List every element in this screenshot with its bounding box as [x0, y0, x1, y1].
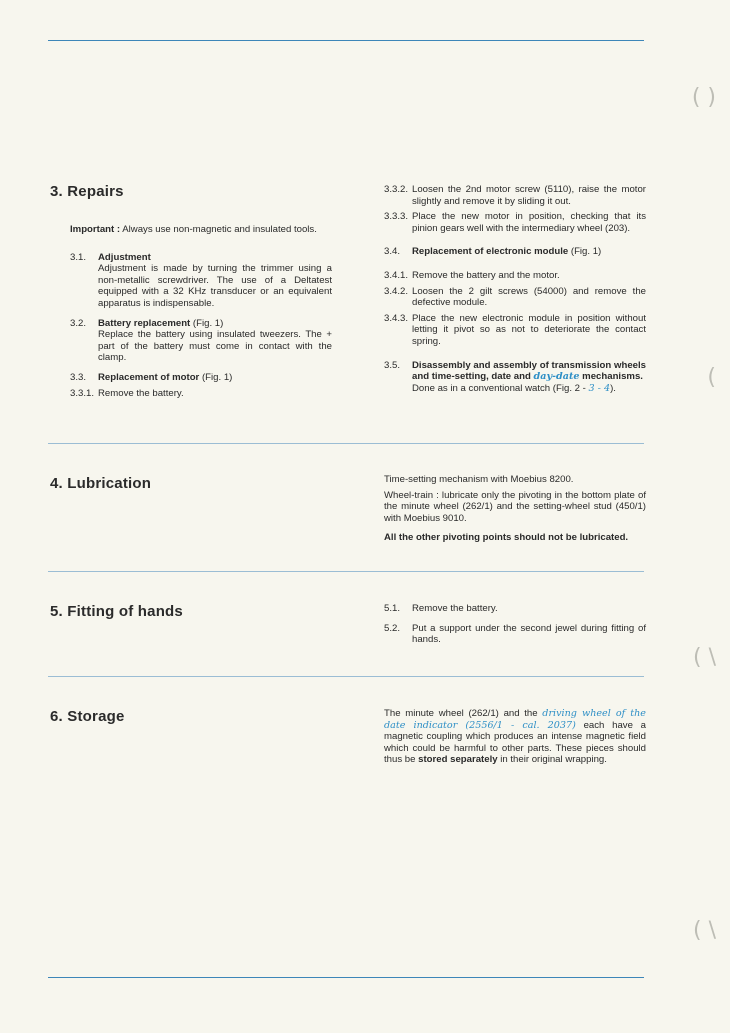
hands-column	[384, 603, 646, 646]
divider-3	[48, 676, 644, 677]
lubrication-column: Time-setting mechanism with Moebius 8200. Wheel-train : lubricate only the pivoting in the bottom plate of the minute wheel (262/1) and the setting-wheel stud (450/1) with Moebius 9010. All the other pivoting points should not be lubricated.	[384, 474, 646, 544]
bottom-rule	[48, 977, 644, 978]
section-3-3-1: 3.3.1. Remove the battery.	[70, 387, 184, 399]
section-3-3-2: 3.3.2. Loosen the 2nd motor screw (5110), raise the motor slightly and remove it by sliding it out.	[384, 184, 646, 207]
section-3-3: 3.3. Replacement of motor (Fig. 1)	[70, 371, 233, 383]
lubrication-title: 4. Lubrication	[50, 475, 152, 492]
binder-hole-2: (	[707, 365, 716, 390]
section-3-4-2: 3.4.2. Loosen the 2 gilt screws (54000) and remove the defective module.	[384, 285, 646, 309]
storage-text: The minute wheel (262/1) and the driving wheel of the date indicator (2556/1 - cal. 2037) each have a magnetic coupling which produces an intense magnetic field which could be harmful to other parts. These pieces should thus be stored separately in their original wrapping.	[384, 708, 646, 766]
section-3-4-3: 3.4.3. Place the new electronic module in position without letting it pivot so as not to deteriorate the contact spring.	[384, 312, 646, 347]
divider-1	[48, 443, 644, 444]
section-3-4-1: 3.4.1. Remove the battery and the motor.	[384, 269, 560, 281]
section-3-2-text: Replace the battery using insulated tweezers. The + part of the battery must come in contact with the clamp.	[98, 329, 332, 364]
lubrication-warning: All the other pivoting points should not be lubricated.	[384, 532, 629, 544]
top-rule	[48, 40, 644, 41]
binder-hole-4: ( \	[693, 918, 716, 943]
storage-column	[384, 708, 646, 766]
section-5-2: 5.2. Put a support under the second jewel during fitting of hands.	[384, 622, 646, 646]
repairs-left-column	[70, 224, 332, 399]
binder-hole-3: ( \	[693, 645, 716, 670]
section-3-1-text: Adjustment is made by turning the trimmer using a non-metallic screwdriver. The use of a Deltatest equipped with a 32 KHz transducer or an equivalent apparatus is indispensable.	[98, 263, 332, 309]
section-5-1: 5.1. Remove the battery.	[384, 603, 498, 614]
section-3-2: 3.2. Battery replacement (Fig. 1) Replace the battery using insulated tweezers. The + part of the battery must come in contact with the clamp.	[70, 317, 332, 364]
section-3-4: 3.4. Replacement of electronic module (Fig. 1)	[384, 246, 602, 258]
section-3-1: 3.1. Adjustment Adjustment is made by turning the trimmer using a non-metallic screwdriver. The use of a Deltatest equipped with a 32 KHz transducer or an equivalent apparatus is indispensable.	[70, 251, 332, 309]
repairs-title: 3. Repairs	[50, 183, 124, 200]
section-3-5: 3.5. Disassembly and assembly of transmission wheels and time-setting, date and day-date mechanisms. Done as in a conventional watch (Fig. 2 - 3 - 4).	[384, 359, 646, 394]
section-3-3-3: 3.3.3. Place the new motor in position, checking that its pinion gears well with the intermediary wheel (203).	[384, 211, 646, 234]
important-note: Important : Always use non-magnetic and insulated tools.	[70, 224, 317, 235]
section-3-1-heading: Adjustment	[98, 251, 151, 263]
storage-title: 6. Storage	[50, 708, 125, 725]
binder-hole-1: ( )	[691, 85, 716, 110]
divider-2	[48, 571, 644, 572]
repairs-right-column	[384, 184, 646, 394]
hands-title: 5. Fitting of hands	[50, 603, 183, 620]
